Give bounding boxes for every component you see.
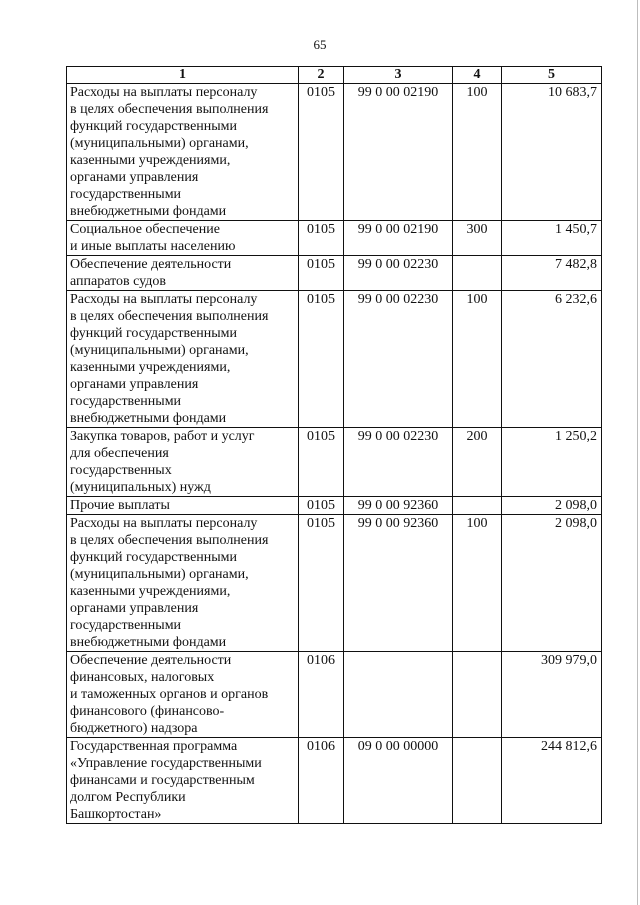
budget-table (66, 66, 602, 824)
cell-sum: 309 979,0 (502, 652, 602, 738)
column-header-section: 2 (299, 67, 344, 84)
column-header-type: 4 (453, 67, 502, 84)
cell-section: 0105 (299, 497, 344, 515)
cell-target: 99 0 00 92360 (344, 515, 453, 652)
table-row (67, 652, 602, 738)
column-header-name: 1 (67, 67, 299, 84)
cell-section: 0105 (299, 221, 344, 256)
table-row (67, 291, 602, 428)
cell-sum: 1 450,7 (502, 221, 602, 256)
cell-name: Прочие выплаты (67, 497, 299, 515)
table-row (67, 221, 602, 256)
column-header-sum: 5 (502, 67, 602, 84)
table-row (67, 497, 602, 515)
cell-name: Расходы на выплаты персоналу в целях обеспечения выполнения функций государственными (муниципальными) органами, казенными учреждениями, органами управления государственными внебюджетными фондами (67, 515, 299, 652)
cell-target (344, 652, 453, 738)
cell-sum: 2 098,0 (502, 515, 602, 652)
cell-section: 0106 (299, 652, 344, 738)
cell-type: 300 (453, 221, 502, 256)
cell-section: 0105 (299, 428, 344, 497)
table-header-row (67, 67, 602, 84)
cell-type: 100 (453, 291, 502, 428)
cell-name: Социальное обеспечение и иные выплаты населению (67, 221, 299, 256)
table-row (67, 256, 602, 291)
cell-type: 100 (453, 515, 502, 652)
cell-type (453, 652, 502, 738)
cell-section: 0106 (299, 738, 344, 824)
cell-sum: 2 098,0 (502, 497, 602, 515)
cell-sum: 10 683,7 (502, 84, 602, 221)
cell-sum: 244 812,6 (502, 738, 602, 824)
cell-sum: 7 482,8 (502, 256, 602, 291)
cell-name: Расходы на выплаты персоналу в целях обеспечения выполнения функций государственными (муниципальными) органами, казенными учреждениями, органами управления государственными внебюджетными фондами (67, 291, 299, 428)
column-header-target: 3 (344, 67, 453, 84)
cell-type (453, 497, 502, 515)
cell-type (453, 738, 502, 824)
cell-target: 99 0 00 02190 (344, 221, 453, 256)
cell-name: Обеспечение деятельности финансовых, налоговых и таможенных органов и органов финансового (финансово- бюджетного) надзора (67, 652, 299, 738)
cell-target: 99 0 00 02230 (344, 256, 453, 291)
scan-edge-line (637, 0, 638, 905)
cell-target: 99 0 00 02230 (344, 291, 453, 428)
table-row (67, 84, 602, 221)
table-row (67, 738, 602, 824)
cell-name: Закупка товаров, работ и услуг для обеспечения государственных (муниципальных) нужд (67, 428, 299, 497)
cell-type: 200 (453, 428, 502, 497)
cell-target: 09 0 00 00000 (344, 738, 453, 824)
cell-type (453, 256, 502, 291)
cell-section: 0105 (299, 256, 344, 291)
table-row (67, 515, 602, 652)
cell-target: 99 0 00 92360 (344, 497, 453, 515)
cell-section: 0105 (299, 291, 344, 428)
cell-name: Расходы на выплаты персоналу в целях обеспечения выполнения функций государственными (муниципальными) органами, казенными учреждениями, органами управления государственными внебюджетными фондами (67, 84, 299, 221)
cell-sum: 1 250,2 (502, 428, 602, 497)
cell-sum: 6 232,6 (502, 291, 602, 428)
cell-type: 100 (453, 84, 502, 221)
cell-target: 99 0 00 02190 (344, 84, 453, 221)
page-number: 65 (313, 37, 327, 52)
cell-name: Государственная программа «Управление государственными финансами и государственным долгом Республики Башкортостан» (67, 738, 299, 824)
cell-name: Обеспечение деятельности аппаратов судов (67, 256, 299, 291)
cell-target: 99 0 00 02230 (344, 428, 453, 497)
cell-section: 0105 (299, 515, 344, 652)
table-row (67, 428, 602, 497)
cell-section: 0105 (299, 84, 344, 221)
